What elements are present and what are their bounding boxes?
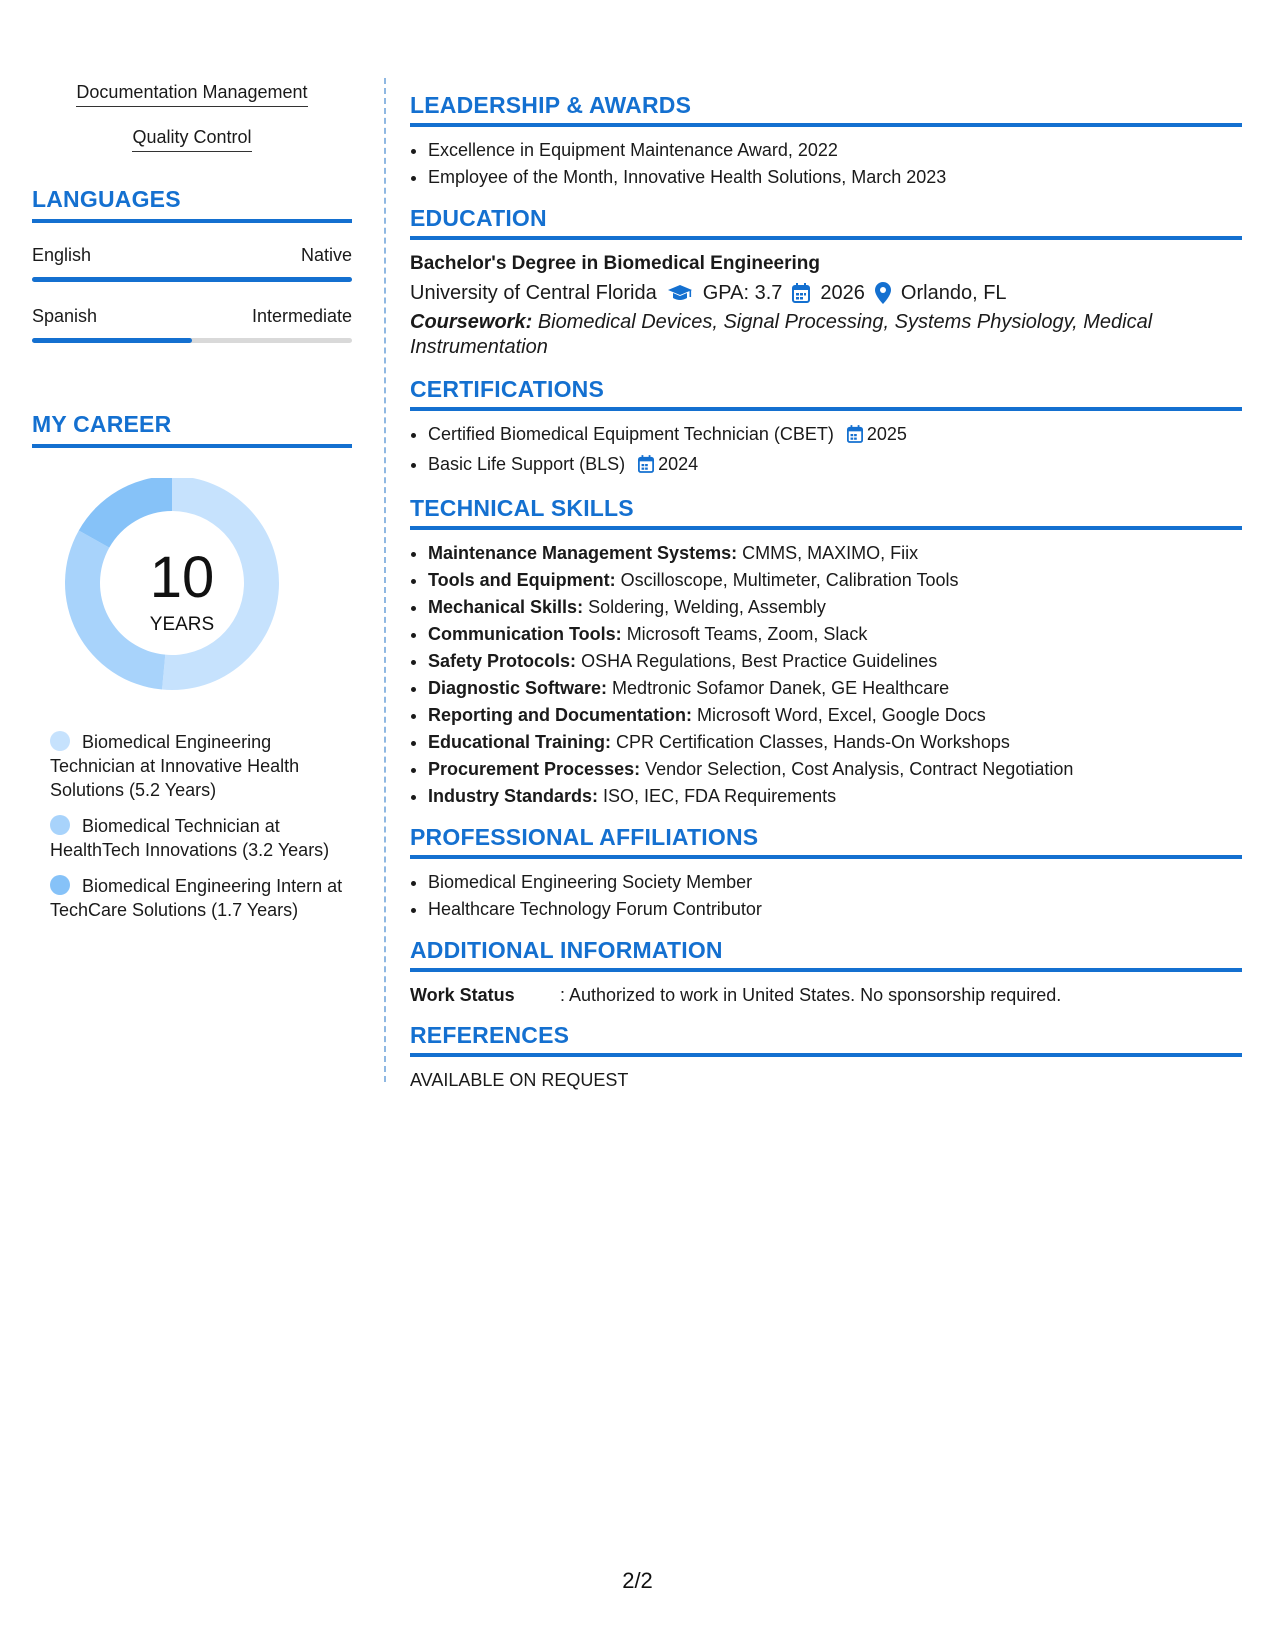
work-status-label: Work Status xyxy=(410,985,515,1005)
skill-label: Educational Training: xyxy=(428,732,612,752)
certification-name: Basic Life Support (BLS) xyxy=(428,454,626,474)
education-school: University of Central Florida xyxy=(410,282,657,304)
skill-item xyxy=(428,729,1242,756)
career-item xyxy=(32,730,352,802)
donut-slice-3 xyxy=(79,478,172,548)
map-pin-icon xyxy=(875,282,891,304)
certification-item xyxy=(428,421,1242,451)
career-section xyxy=(32,411,352,922)
skill-item xyxy=(428,621,1242,648)
technical-skills-list xyxy=(410,540,1242,810)
career-item-text: Biomedical Engineering Intern at TechCare Solutions (1.7 Years) xyxy=(50,876,343,920)
career-item xyxy=(32,874,352,922)
list-item: • Excellence in Equipment Maintenance Award, 2022 xyxy=(428,137,1242,164)
skill-label: Mechanical Skills: xyxy=(428,597,584,617)
career-years-label: YEARS xyxy=(149,614,215,635)
coursework-text: Biomedical Devices, Signal Processing, Systems Physiology, Medical Instrumentation xyxy=(410,311,1153,358)
education-degree: Bachelor's Degree in Biomedical Engineering xyxy=(410,253,820,274)
skill-tag: Documentation Management xyxy=(76,80,307,107)
career-years-number: 10 xyxy=(149,545,215,610)
education-location: Orlando, FL xyxy=(900,282,1007,304)
leadership-list xyxy=(410,137,1242,191)
languages-title: LANGUAGES xyxy=(32,186,352,223)
skill-item xyxy=(428,594,1242,621)
skill-item xyxy=(428,540,1242,567)
skill-item xyxy=(428,648,1242,675)
coursework-label: Coursework: xyxy=(410,311,533,333)
certification-year: 2025 xyxy=(866,424,907,444)
certification-name: Certified Biomedical Equipment Technician (CBET) xyxy=(428,424,834,444)
language-level: Intermediate xyxy=(251,306,352,326)
skill-item xyxy=(428,756,1242,783)
language-item xyxy=(32,243,352,282)
education-title: EDUCATION xyxy=(410,205,1242,240)
career-item-text: Biomedical Engineering Technician at Innovative Health Solutions (5.2 Years) xyxy=(50,732,300,800)
references-title: REFERENCES xyxy=(410,1022,1242,1057)
skill-label: Procurement Processes: xyxy=(428,759,641,779)
language-bar xyxy=(32,277,352,282)
skill-value: Microsoft Word, Excel, Google Docs xyxy=(697,705,986,725)
column-divider xyxy=(384,78,386,1082)
skill-label: Communication Tools: xyxy=(428,624,622,644)
skill-label: Industry Standards: xyxy=(428,786,599,806)
skill-item xyxy=(428,783,1242,810)
technical-skills-title: TECHNICAL SKILLS xyxy=(410,495,1242,530)
skill-label: Reporting and Documentation: xyxy=(428,705,692,725)
skill-value: CPR Certification Classes, Hands-On Workshops xyxy=(616,732,1010,752)
legend-dot xyxy=(50,731,70,751)
education-gpa: GPA: 3.7 xyxy=(702,282,783,304)
career-legend xyxy=(32,730,352,922)
language-bar-fill xyxy=(32,338,192,343)
page-number: 2/2 xyxy=(622,1568,653,1593)
education-year: 2026 xyxy=(820,282,865,304)
education-entry xyxy=(410,250,1242,360)
skill-value: Microsoft Teams, Zoom, Slack xyxy=(626,624,868,644)
language-bar-fill xyxy=(32,277,352,282)
languages-section xyxy=(32,186,352,343)
skill-item xyxy=(428,567,1242,594)
certifications-title: CERTIFICATIONS xyxy=(410,376,1242,411)
skill-tags xyxy=(32,80,352,152)
legend-dot xyxy=(50,875,70,895)
skill-tag: Quality Control xyxy=(132,125,251,152)
calendar-icon xyxy=(638,454,654,481)
education-coursework xyxy=(410,310,1242,360)
affiliations-title: PROFESSIONAL AFFILIATIONS xyxy=(410,824,1242,859)
references-text: AVAILABLE ON REQUEST xyxy=(410,1070,629,1090)
work-status-value: : Authorized to work in United States. No sponsorship required. xyxy=(560,985,1062,1005)
skill-value: Vendor Selection, Cost Analysis, Contract Negotiation xyxy=(645,759,1074,779)
language-name: Spanish xyxy=(32,306,98,326)
certifications-list xyxy=(410,421,1242,481)
skill-label: Tools and Equipment: xyxy=(428,570,616,590)
leadership-title: LEADERSHIP & AWARDS xyxy=(410,92,1242,127)
work-status-row xyxy=(410,982,1242,1008)
list-item: • Employee of the Month, Innovative Health Solutions, March 2023 xyxy=(428,164,1242,191)
skill-label: Safety Protocols: xyxy=(428,651,577,671)
language-item xyxy=(32,304,352,343)
certification-year: 2024 xyxy=(658,454,699,474)
career-item xyxy=(32,814,352,862)
graduation-cap-icon xyxy=(667,284,693,302)
career-donut xyxy=(32,478,352,718)
language-bar xyxy=(32,338,352,343)
calendar-icon xyxy=(792,283,810,303)
skill-value: OSHA Regulations, Best Practice Guidelines xyxy=(581,651,938,671)
legend-dot xyxy=(50,815,70,835)
education-meta xyxy=(410,278,1242,308)
skill-value: Medtronic Sofamor Danek, GE Healthcare xyxy=(612,678,950,698)
left-column xyxy=(32,80,352,922)
language-level: Native xyxy=(300,245,352,265)
right-column xyxy=(410,92,1242,1093)
list-item: • Biomedical Engineering Society Member xyxy=(428,869,1242,896)
career-title: MY CAREER xyxy=(32,411,352,448)
skill-item xyxy=(428,702,1242,729)
career-item-text: Biomedical Technician at HealthTech Innovations (3.2 Years) xyxy=(50,816,330,860)
skill-value: Oscilloscope, Multimeter, Calibration Tools xyxy=(620,570,959,590)
skill-value: ISO, IEC, FDA Requirements xyxy=(603,786,837,806)
skill-label: Maintenance Management Systems: xyxy=(428,543,738,563)
additional-info-title: ADDITIONAL INFORMATION xyxy=(410,937,1242,972)
language-name: English xyxy=(32,245,92,265)
list-item: • Healthcare Technology Forum Contributor xyxy=(428,896,1242,923)
skill-value: Soldering, Welding, Assembly xyxy=(588,597,826,617)
affiliations-list xyxy=(410,869,1242,923)
skill-label: Diagnostic Software: xyxy=(428,678,608,698)
skill-item xyxy=(428,675,1242,702)
skill-value: CMMS, MAXIMO, Fiix xyxy=(742,543,919,563)
certification-item xyxy=(428,451,1242,481)
calendar-icon xyxy=(847,424,863,451)
